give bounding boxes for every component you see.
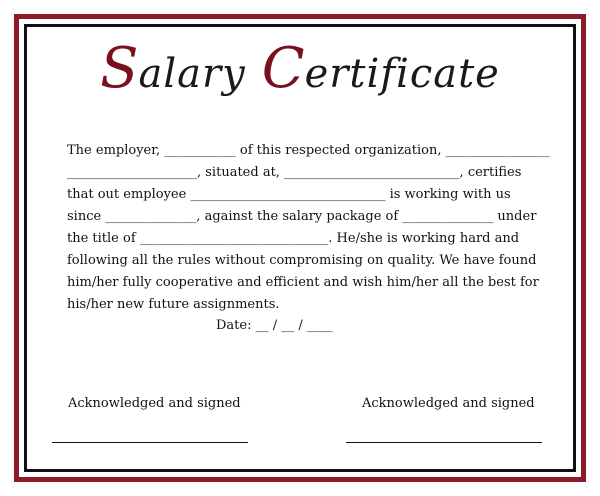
body-line: him/her fully cooperative and efficient and wish him/her all the best for bbox=[67, 275, 539, 290]
title-capital-s: S bbox=[100, 36, 139, 101]
left-signature-label: Acknowledged and signed bbox=[68, 396, 241, 411]
body-line: the title of _____________________________. He/she is working hard and bbox=[67, 231, 520, 246]
date-field: Date: __ / __ / ____ bbox=[216, 318, 333, 333]
title-word-certificate: ertificate bbox=[304, 51, 500, 97]
body-line: his/her new future assignments. bbox=[67, 297, 280, 312]
left-signature-line bbox=[52, 442, 248, 443]
certificate-body bbox=[67, 140, 550, 316]
body-line: The employer, ___________ of this respected organization, ________________ bbox=[67, 143, 550, 158]
title-capital-c: C bbox=[261, 36, 305, 101]
body-line: ____________________, situated at, ___________________________, certifies bbox=[67, 165, 522, 180]
body-line: since ______________, against the salary package of ______________ under bbox=[67, 209, 537, 224]
certificate-title bbox=[0, 36, 600, 101]
right-signature-label: Acknowledged and signed bbox=[362, 396, 535, 411]
body-line: that out employee ______________________________ is working with us bbox=[67, 187, 511, 202]
title-word-salary: alary bbox=[138, 51, 246, 97]
right-signature-line bbox=[346, 442, 542, 443]
body-line: following all the rules without compromising on quality. We have found bbox=[67, 253, 537, 268]
